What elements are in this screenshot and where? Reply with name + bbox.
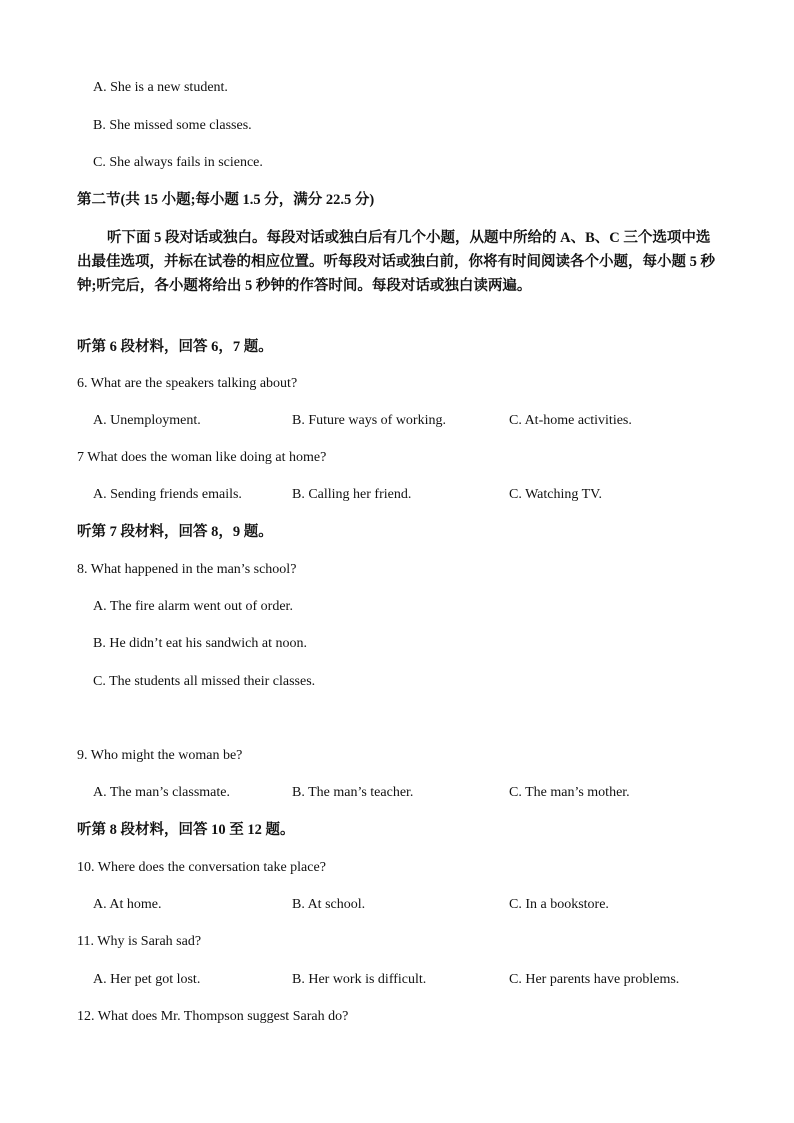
section-instructions: 听下面 5 段对话或独白。每段对话或独白后有几个小题，从题中所给的 A、B、C 三个选项中选出最佳选项，并标在试卷的相应位置。听每段对话或独白前，你将有时间阅读各个小题，每小题 5 秒钟;听完后，各小题将给出 5 秒钟的作答时间。每段对话或独白读两遍。 — [77, 230, 715, 294]
material-6-heading: 听第 6 段材料，回答 6，7 题。 — [77, 339, 273, 355]
q11-stem: 11. Why is Sarah sad? — [77, 934, 202, 949]
q10-option-c: C. In a bookstore. — [509, 897, 609, 912]
q5-option-c: C. She always fails in science. — [93, 155, 263, 170]
q6-stem: 6. What are the speakers talking about? — [77, 376, 298, 391]
q12-stem: 12. What does Mr. Thompson suggest Sarah do? — [77, 1009, 349, 1024]
q10-option-b: B. At school. — [292, 897, 366, 912]
material-7-heading: 听第 7 段材料，回答 8，9 题。 — [77, 524, 273, 540]
q11-option-b: B. Her work is difficult. — [292, 972, 427, 987]
q9-option-a: A. The man’s classmate. — [93, 785, 230, 800]
material-8-heading: 听第 8 段材料，回答 10 至 12 题。 — [77, 822, 295, 838]
q7-stem: 7 What does the woman like doing at home? — [77, 450, 327, 465]
q9-option-c: C. The man’s mother. — [509, 785, 630, 800]
q9-option-b: B. The man’s teacher. — [292, 785, 414, 800]
q9-stem: 9. Who might the woman be? — [77, 748, 243, 763]
q7-option-a: A. Sending friends emails. — [93, 487, 242, 502]
section-heading: 第二节(共 15 小题;每小题 1.5 分，满分 22.5 分) — [77, 192, 375, 208]
q8-option-b: B. He didn’t eat his sandwich at noon. — [93, 636, 307, 651]
q11-option-c: C. Her parents have problems. — [509, 972, 680, 987]
q5-option-b: B. She missed some classes. — [93, 118, 252, 133]
q10-stem: 10. Where does the conversation take place? — [77, 860, 326, 875]
q11-option-a: A. Her pet got lost. — [93, 972, 201, 987]
q6-option-b: B. Future ways of working. — [292, 413, 446, 428]
q8-option-c: C. The students all missed their classes. — [93, 674, 316, 689]
q7-option-c: C. Watching TV. — [509, 487, 602, 502]
q6-option-a: A. Unemployment. — [93, 413, 201, 428]
q6-option-c: C. At-home activities. — [509, 413, 632, 428]
q8-stem: 8. What happened in the man’s school? — [77, 562, 297, 577]
q10-option-a: A. At home. — [93, 897, 162, 912]
q7-option-b: B. Calling her friend. — [292, 487, 412, 502]
q5-option-a: A. She is a new student. — [93, 80, 228, 95]
q8-option-a: A. The fire alarm went out of order. — [93, 599, 293, 614]
